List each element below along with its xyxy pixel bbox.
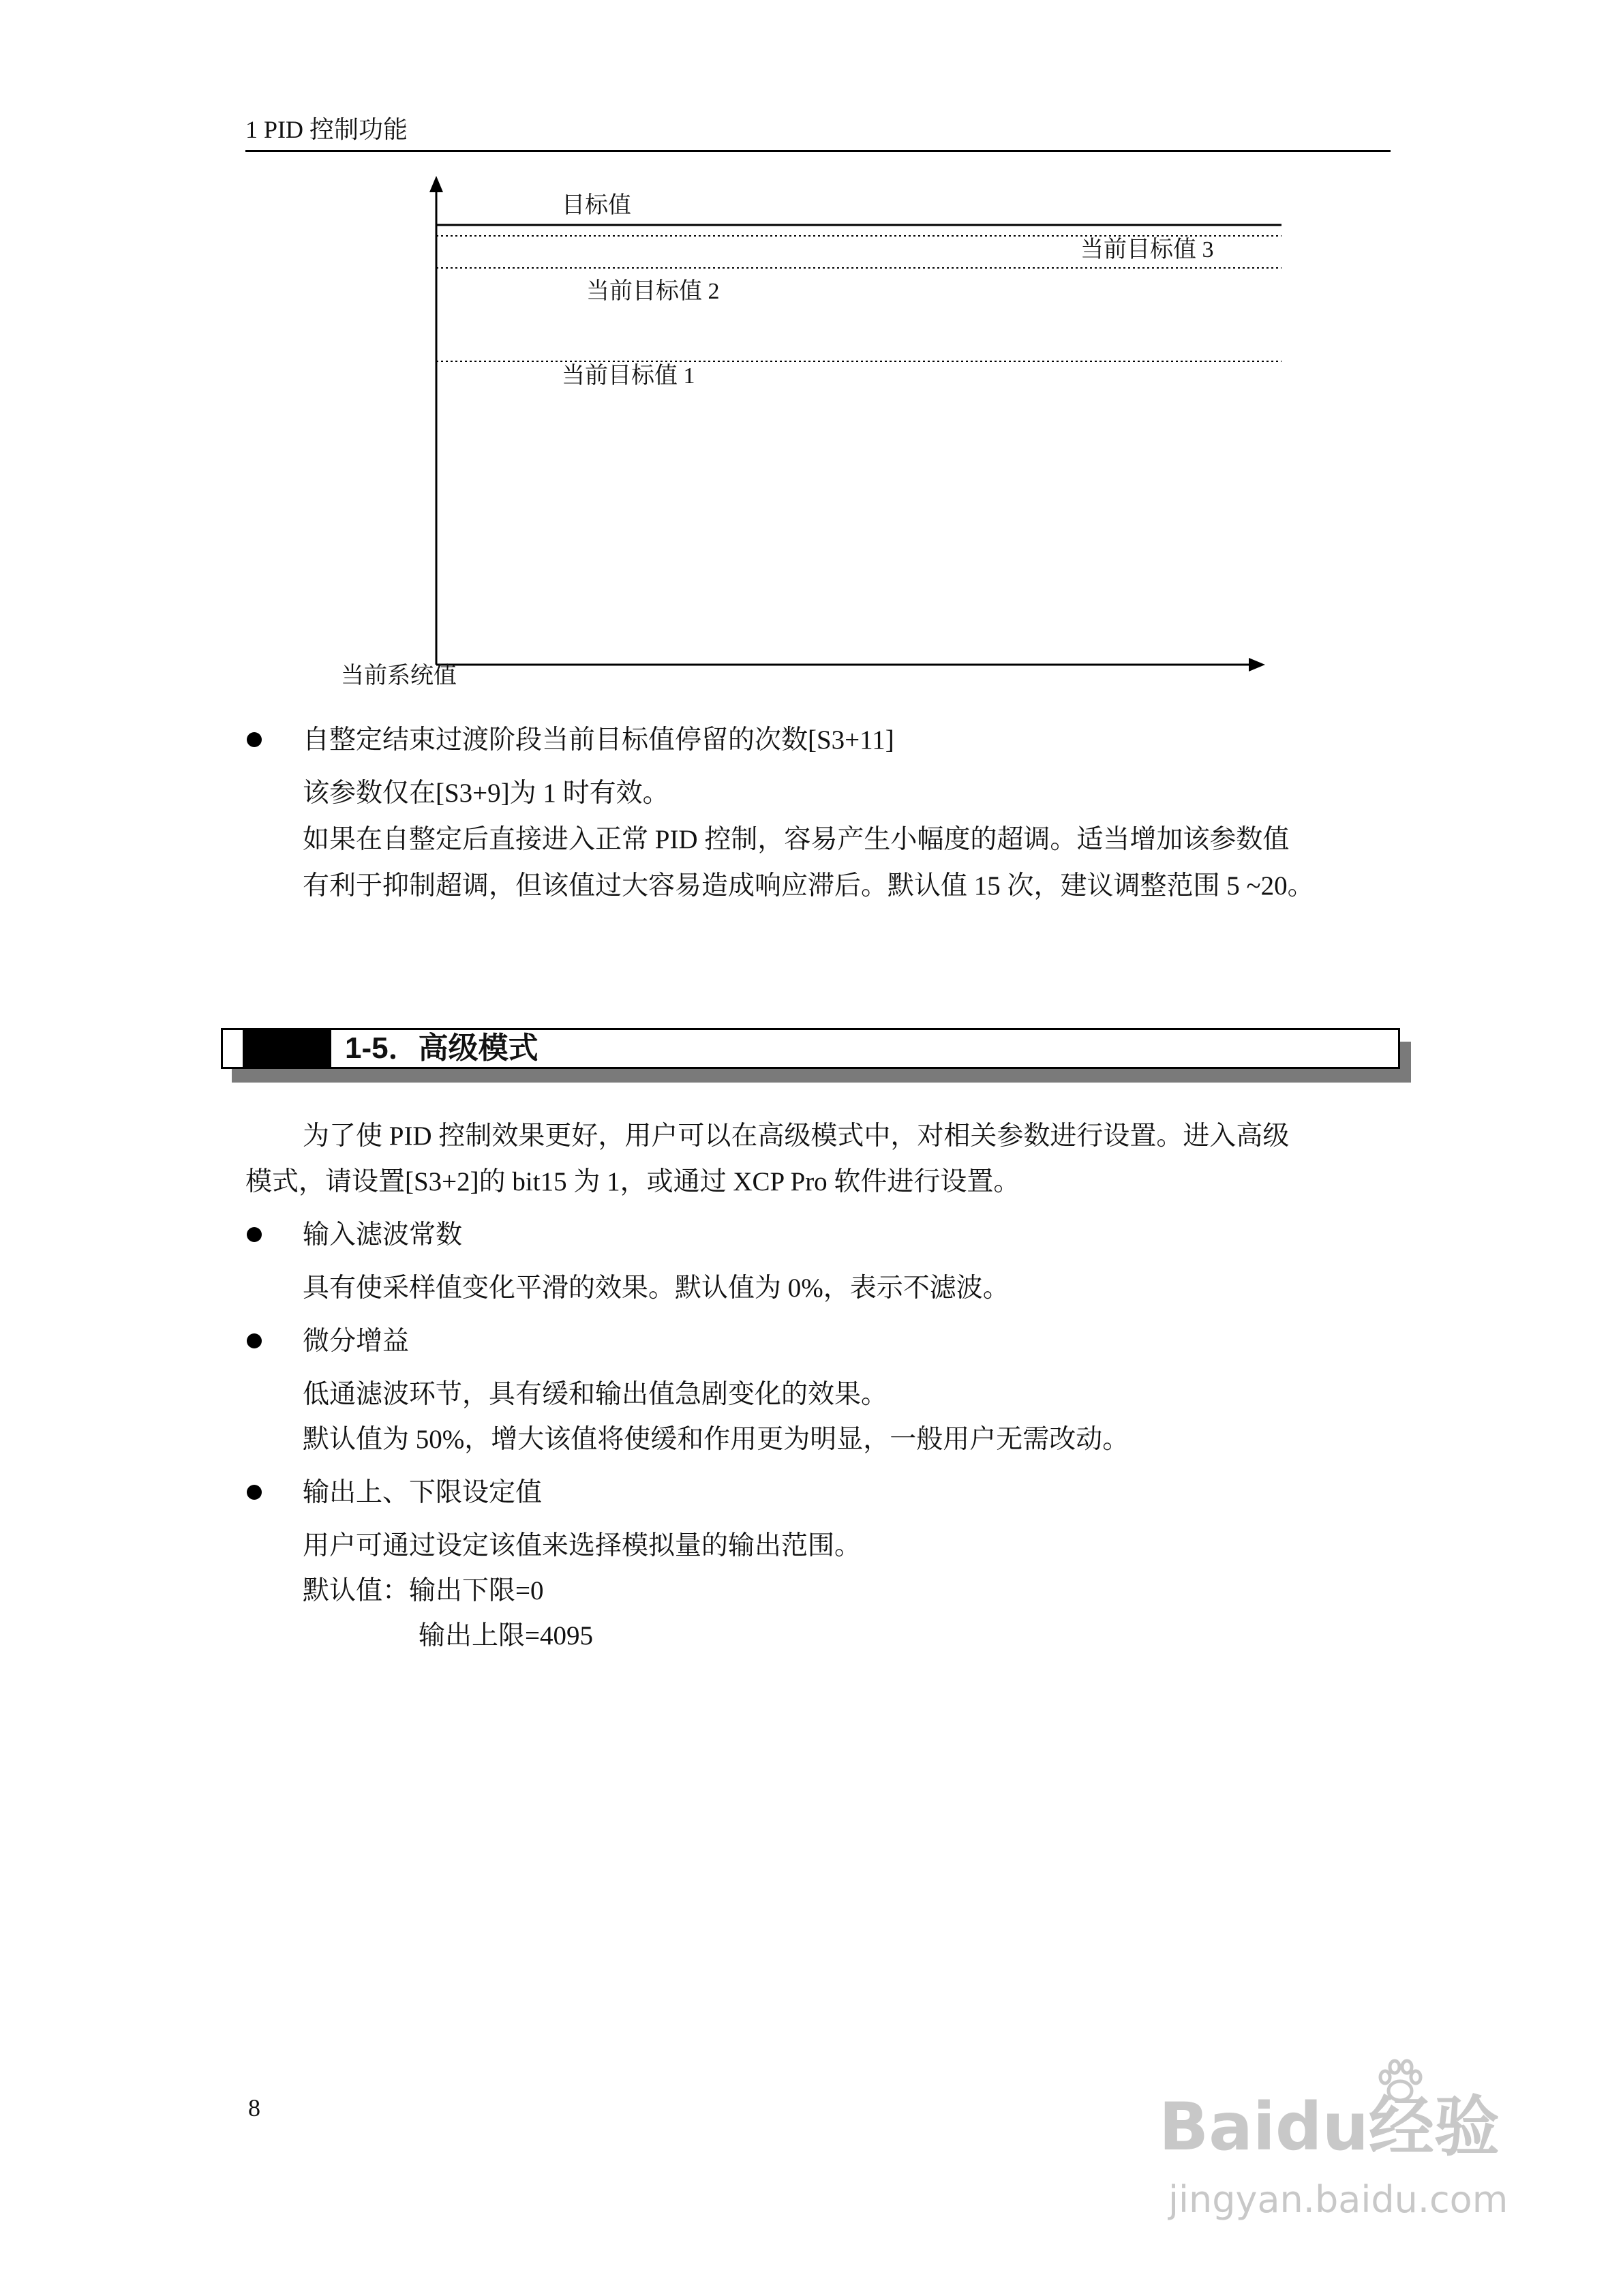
paragraph-line: 默认值：输出下限=0: [303, 1576, 544, 1605]
bullet-title: 输入滤波常数: [303, 1220, 463, 1250]
paragraph-line: 具有使采样值变化平滑的效果。默认值为 0%，表示不滤波。: [303, 1273, 1010, 1303]
baidu-jingyan-watermark: [1159, 2062, 1541, 2239]
current-target-2-label: 当前目标值 2: [586, 279, 720, 304]
bullet-icon: [247, 1485, 262, 1500]
x-axis-label: 当前系统值: [341, 663, 457, 689]
bullet-title: 微分增益: [303, 1327, 410, 1356]
paragraph-line: 输出上限=4095: [419, 1621, 593, 1650]
bullet-title: 输出上、下限设定值: [303, 1478, 543, 1507]
bullet-title: 自整定结束过渡阶段当前目标值停留的次数[S3+11]: [303, 725, 894, 755]
page-number: 8: [248, 2094, 260, 2121]
current-target-1-label: 当前目标值 1: [562, 363, 695, 389]
intro-line: 模式，请设置[S3+2]的 bit15 为 1，或通过 XCP Pro 软件进行设置。: [245, 1167, 1020, 1196]
bullet-icon: [247, 732, 262, 747]
paragraph-line: 用户可通过设定该值来选择模拟量的输出范围。: [303, 1531, 862, 1560]
section-heading: 1-5．高级模式: [345, 1031, 539, 1065]
header-rule: [245, 150, 1391, 152]
paragraph-line: 有利于抑制超调，但该值过大容易造成响应滞后。默认值 15 次，建议调整范围 5 ~20。: [303, 871, 1314, 901]
y-axis-arrow: [429, 176, 443, 192]
paragraph-line: 默认值为 50%，增大该值将使缓和作用更为明显，一般用户无需改动。: [303, 1425, 1129, 1454]
bullet-icon: [247, 1227, 262, 1242]
running-header: 1 PID 控制功能: [245, 116, 408, 143]
target-value-diagram: [341, 170, 1336, 692]
bullet-icon: [247, 1333, 262, 1348]
current-target-3-label: 当前目标值 3: [1080, 237, 1214, 262]
paragraph-line: 该参数仅在[S3+9]为 1 时有效。: [303, 779, 669, 808]
watermark-brand: Baidu经验: [1159, 2089, 1500, 2165]
target-value-label: 目标值: [562, 193, 631, 218]
paragraph-line: 如果在自整定后直接进入正常 PID 控制，容易产生小幅度的超调。适当增加该参数值: [303, 825, 1290, 854]
section-heading-marker: [243, 1028, 331, 1069]
watermark-url: jingyan.baidu.com: [1168, 2178, 1508, 2221]
intro-line: 为了使 PID 控制效果更好，用户可以在高级模式中，对相关参数进行设置。进入高级: [303, 1121, 1290, 1151]
paragraph-line: 低通滤波环节，具有缓和输出值急剧变化的效果。: [303, 1380, 888, 1409]
x-axis-arrow: [1249, 658, 1265, 671]
